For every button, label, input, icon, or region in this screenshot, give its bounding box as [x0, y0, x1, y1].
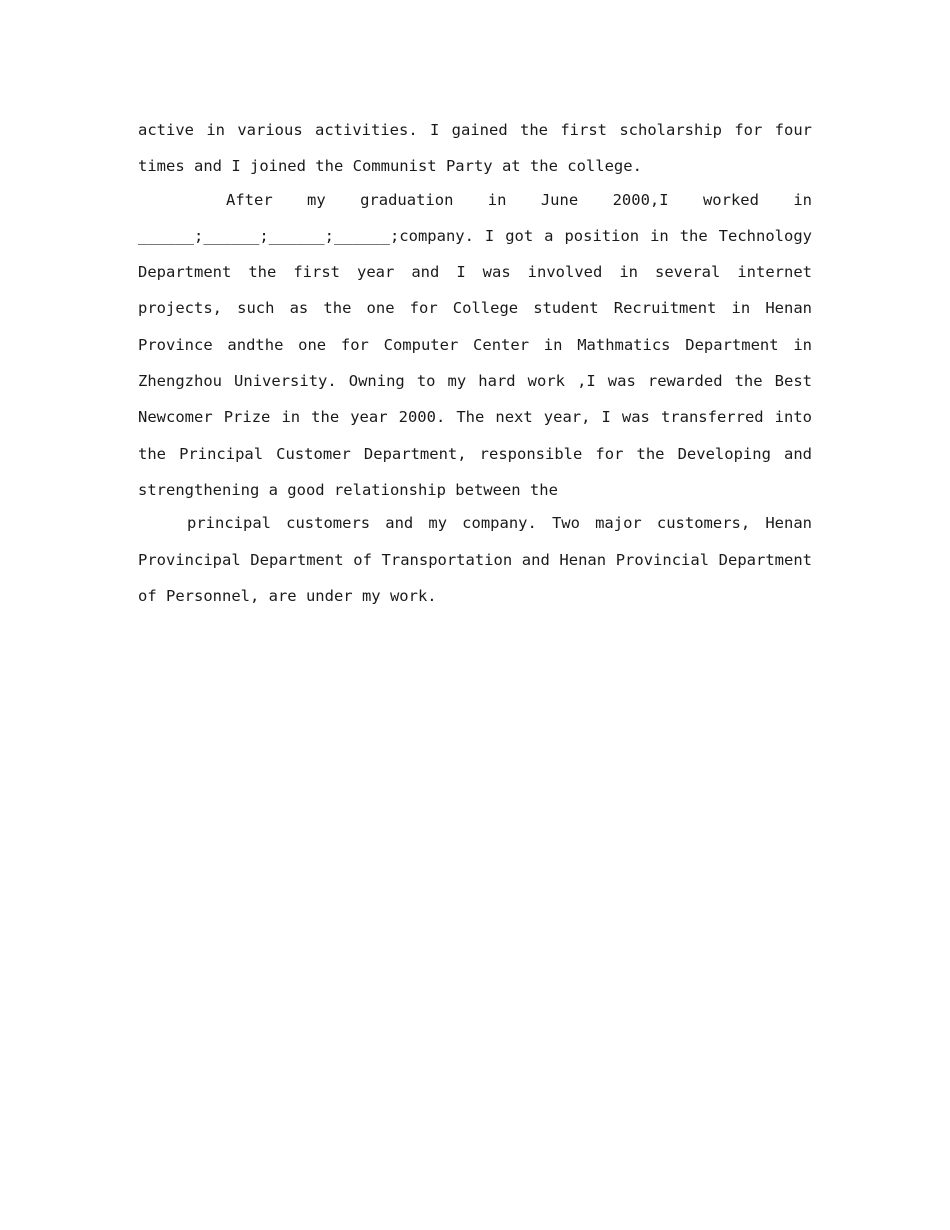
paragraph-customers: principal customers and my company. Two major customers, Henan Provincipal Department of Transportation and Henan Provincial Department of Personnel, are under my work. — [138, 514, 812, 605]
document-body — [138, 112, 812, 614]
paragraph-activities: active in various activities. I gained the first scholarship for four times and I joined the Communist Party at the college. — [138, 121, 812, 176]
paragraph-work-history: After my graduation in June 2000,I worked in ______;______;______;______;company. I got a position in the Technology Department the first year and I was involved in several internet projects, such as the one for College student Recruitment in Henan Province andthe one for Computer Center in Mathmatics Department in Zhengzhou University. Owning to my hard work ,I was rewarded the Best Newcomer Prize in the year 2000. The next year, I was transferred into the Principal Customer Department, responsible for the Developing and strengthening a good relationship between the — [138, 190, 812, 499]
